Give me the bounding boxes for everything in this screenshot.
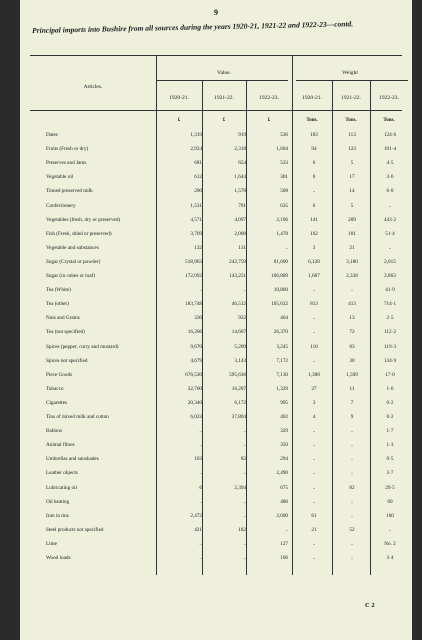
weight-cell: 813 (310, 301, 318, 308)
value-cell: .. (243, 555, 246, 561)
value-cell: 4,679 (190, 357, 202, 364)
article-name: Animal fibres (46, 442, 75, 449)
weight-cell: 3·7 (386, 470, 394, 477)
value-cell: 350 (280, 442, 288, 449)
value-cell: .. (199, 428, 202, 435)
weight-cell: 1·6 (386, 385, 394, 392)
weight-cell: .. (312, 357, 316, 364)
table-row (20, 146, 412, 158)
value-cell: 681 (194, 160, 202, 167)
header-bottom-rule (30, 110, 402, 111)
weight-cell: 14 (349, 188, 355, 195)
document-page (20, 0, 412, 640)
value-group-rule (156, 80, 288, 81)
article-name: Sugar (in cubes or loaf) (46, 273, 95, 279)
value-cell: 183,748 (185, 301, 202, 308)
value-cell: 635 (280, 202, 288, 209)
value-cell: .. (243, 428, 246, 435)
value-cell: .. (199, 442, 202, 449)
value-cell: 2,472 (190, 512, 202, 519)
weight-cell: 101 (348, 230, 356, 237)
value-cell: 5,209 (234, 343, 246, 350)
weight-cell: .. (350, 512, 354, 519)
weight-cell: 52 (349, 526, 355, 533)
weight-cell: 3 (312, 399, 316, 406)
table-row (20, 555, 412, 567)
article-name: Oil heating (46, 498, 70, 505)
table-row (20, 174, 412, 186)
value-cell: 82 (240, 456, 246, 463)
value-cell: 182 (238, 526, 246, 533)
weight-cell: 30 (349, 357, 355, 364)
table-row (20, 329, 412, 341)
weight-cell: .. (350, 442, 354, 449)
value-cell: 533 (280, 160, 288, 167)
article-name: Umbrellas and sunshades (46, 456, 99, 463)
table-row (20, 259, 412, 271)
weight-cell: .. (350, 498, 354, 505)
value-cell: .. (243, 540, 246, 547)
value-year-header: 1920-21. (169, 95, 189, 101)
article-name: Vegetable and substances (46, 244, 99, 251)
value-cell: 10,860 (273, 287, 288, 294)
weight-cell: 72 (349, 329, 355, 336)
value-cell: 518,963 (185, 258, 202, 265)
weight-cell: 60 (387, 498, 393, 505)
value-cell: 922 (238, 315, 246, 322)
weight-cell: 41·9 (385, 287, 395, 294)
table-row (20, 400, 412, 412)
weight-cell: .. (312, 188, 316, 195)
value-cell: 6,023 (190, 414, 202, 420)
weight-group-rule (296, 80, 408, 81)
value-cell: 131 (238, 244, 246, 251)
weight-cell: 82 (349, 484, 355, 491)
value-cell: .. (243, 442, 246, 449)
value-cell: 2,394 (234, 484, 246, 491)
table-row (20, 245, 412, 257)
weight-cell: 13 (349, 315, 355, 322)
article-name: Tins of mixed milk and cotton (46, 414, 109, 420)
weight-cell: 4 (312, 414, 316, 420)
signature-mark: C 2 (365, 602, 375, 609)
table-row (20, 273, 412, 285)
weight-cell: 51·4 (385, 230, 395, 237)
weight-cell: 17 (349, 174, 355, 181)
article-name: Sugar (Crystal or powder) (46, 258, 101, 265)
value-cell: 919 (238, 132, 246, 138)
article-name: Vegetables (fresh, dry or preserved) (46, 216, 121, 223)
article-name: Vegetable oil (46, 174, 74, 181)
weight-cell: .. (312, 287, 316, 294)
value-header: Value. (217, 70, 231, 76)
table-row (20, 485, 412, 497)
weight-cell: 5 (350, 160, 354, 167)
unit-label: Tons. (345, 118, 357, 123)
article-name: Ballons (46, 428, 62, 435)
value-cell: 14,667 (231, 329, 246, 336)
weight-cell: 1·3 (386, 442, 394, 449)
weight-cell: 0·2 (386, 399, 394, 406)
value-cell: 4,571 (190, 216, 202, 223)
value-cell: 595,636 (229, 371, 246, 378)
table-row (20, 217, 412, 229)
value-cell: 106 (280, 555, 288, 561)
weight-cell: 11 (349, 385, 355, 392)
value-cell: 6 (199, 484, 202, 491)
article-name: Iron in tins (46, 512, 69, 519)
weight-cell: 3·4 (386, 555, 394, 561)
table-row (20, 301, 412, 313)
weight-cell: 9 (350, 414, 354, 420)
table-row (20, 470, 412, 482)
article-name: Spices (pepper, curry and mustard) (46, 343, 119, 350)
value-cell: 200 (194, 188, 202, 195)
value-cell: 106,809 (271, 273, 288, 279)
value-cell: .. (285, 526, 288, 533)
table-row (20, 499, 412, 511)
weight-cell: 123 (348, 146, 356, 153)
value-cell: 16,207 (231, 385, 246, 392)
value-cell: 2,106 (276, 216, 288, 223)
article-name: Tea (other) (46, 301, 69, 308)
value-cell: .. (199, 287, 202, 294)
table-row (20, 372, 412, 384)
table-row (20, 203, 412, 215)
weight-cell: 3,180 (346, 258, 358, 265)
weight-cell: 21 (311, 526, 317, 533)
article-name: Confectionery (46, 202, 76, 209)
weight-year-header: 1922-23. (379, 95, 399, 101)
value-cell: 3,769 (190, 230, 202, 237)
weight-cell: .. (350, 428, 354, 435)
weight-cell: 27 (311, 385, 317, 392)
table-row (20, 132, 412, 144)
weight-cell: 5 (350, 202, 354, 209)
value-cell: 1,578 (234, 188, 246, 195)
weight-cell: 2·5 (386, 315, 394, 322)
table-row (20, 541, 412, 553)
weight-cell: .. (388, 202, 392, 209)
weight-cell: 61 (311, 512, 317, 519)
article-name: Tea (not specified) (46, 329, 85, 336)
unit-label: £ (222, 118, 226, 123)
weight-cell: .. (388, 526, 392, 533)
weight-cell: 443·2 (383, 216, 397, 223)
weight-cell: .. (312, 470, 316, 477)
article-name: Lubricating oil (46, 484, 77, 491)
value-cell: 37,804 (231, 414, 246, 420)
weight-cell: .. (350, 540, 354, 547)
weight-cell: 94 (311, 146, 317, 153)
value-cell: 2,000 (234, 230, 246, 237)
weight-cell: 101·4 (383, 146, 397, 153)
value-cell: 7,172 (276, 357, 288, 364)
value-cell: 1,319 (190, 132, 202, 138)
unit-label: Tons. (306, 118, 318, 123)
weight-cell: 103 (310, 132, 318, 138)
weight-cell: 209 (348, 216, 356, 223)
weight-cell: .. (312, 498, 316, 505)
weight-cell: 0·5 (386, 456, 394, 463)
article-name: Piece Goods (46, 371, 73, 378)
value-cell: 2,490 (276, 470, 288, 477)
article-name: Fish (Fresh, dried or preserved) (46, 230, 112, 237)
value-cell: .. (243, 470, 246, 477)
value-cell: 301 (280, 174, 288, 181)
table-row (20, 358, 412, 370)
value-cell: 3,245 (276, 343, 288, 350)
weight-cell: .. (312, 456, 316, 463)
articles-header: Articles. (83, 84, 103, 90)
weight-cell: 21 (349, 244, 355, 251)
unit-label: Tons. (383, 118, 395, 123)
weight-cell: 6 (312, 174, 316, 181)
unit-label: £ (177, 118, 181, 123)
value-cell: 330 (194, 315, 202, 322)
value-cell: 676,530 (185, 371, 202, 378)
value-cell: 3,143 (234, 357, 246, 364)
article-name: Nuts and Grains (46, 315, 80, 322)
value-cell: .. (243, 287, 246, 294)
weight-cell: 7 (350, 399, 354, 406)
article-name: Steel products not specified (46, 526, 104, 533)
table-row (20, 160, 412, 172)
weight-year-header: 1920-21. (302, 95, 322, 101)
value-cell: 2,924 (190, 146, 202, 153)
weight-cell: 2,863 (384, 273, 396, 279)
table-row (20, 527, 412, 539)
value-cell: .. (199, 470, 202, 477)
article-name: Dates (46, 132, 58, 138)
weight-cell: .. (388, 244, 392, 251)
weight-cell: 141 (310, 216, 318, 223)
value-cell: 16,266 (187, 329, 202, 336)
value-cell: 172,092 (185, 273, 202, 279)
weight-cell: .. (312, 555, 316, 561)
table-row (20, 231, 412, 243)
weight-cell: 1·7 (386, 428, 394, 435)
weight-cell: 116 (310, 343, 318, 350)
value-cell: 464 (280, 315, 288, 322)
weight-cell: 134·9 (383, 357, 397, 364)
weight-cell: 6·0 (386, 188, 394, 195)
value-cell: 105,632 (271, 301, 288, 308)
table-row (20, 414, 412, 426)
weight-cell: 119·3 (384, 343, 396, 350)
article-name: Preserves and Jams (46, 160, 87, 167)
weight-cell: 2,338 (346, 273, 358, 279)
weight-cell: .. (312, 329, 316, 336)
value-cell: 7,130 (276, 371, 288, 378)
weight-cell: .. (350, 555, 354, 561)
weight-cell: .. (350, 287, 354, 294)
value-cell: 675 (280, 484, 288, 491)
weight-cell: 3·6 (386, 174, 394, 181)
value-cell: .. (243, 498, 246, 505)
weight-cell: 413 (348, 301, 356, 308)
weight-cell: 124·6 (383, 132, 397, 138)
weight-cell: .. (350, 456, 354, 463)
article-name: Spices not specified (46, 357, 88, 364)
table-row (20, 513, 412, 525)
article-name: Lime (46, 540, 57, 547)
article-name: Cigarettes (46, 399, 68, 406)
value-cell: 329 (280, 428, 288, 435)
weight-cell: .. (312, 428, 316, 435)
value-cell: 132 (194, 244, 202, 251)
value-cell: 20,340 (187, 399, 202, 406)
value-cell: 127 (280, 540, 288, 547)
value-cell: 32,760 (187, 385, 202, 392)
value-cell: 612 (194, 174, 202, 181)
value-cell: 2,318 (234, 146, 246, 153)
weight-cell: 6,128 (308, 258, 320, 265)
value-cell: 654 (238, 160, 246, 167)
table-row (20, 442, 412, 454)
weight-cell: 113 (348, 132, 356, 138)
weight-cell: .. (312, 540, 316, 547)
value-cell: 9,670 (190, 343, 202, 350)
weight-cell: 29·5 (385, 484, 395, 491)
value-cell: .. (199, 540, 202, 547)
article-name: Tinned preserved milk (46, 188, 93, 195)
weight-header: Weight (342, 70, 358, 76)
value-cell: .. (243, 512, 246, 519)
weight-cell: No. 2 (384, 540, 396, 547)
value-cell: 508 (280, 188, 288, 195)
value-cell: 995 (280, 399, 288, 406)
value-cell: 1,329 (276, 385, 288, 392)
weight-cell: 714·1 (383, 301, 397, 308)
table-row (20, 344, 412, 356)
article-name: Wood loads (46, 555, 71, 561)
weight-cell: 160 (386, 512, 394, 519)
weight-year-header: 1921-22. (341, 95, 361, 101)
table-row (20, 188, 412, 200)
weight-cell: .. (312, 484, 316, 491)
value-cell: 81,600 (273, 258, 288, 265)
value-cell: .. (285, 244, 288, 251)
article-name: Fruits (Fresh or dry) (46, 146, 89, 153)
value-cell: 163 (194, 456, 202, 463)
value-cell: 1,644 (234, 174, 246, 181)
value-cell: 143,251 (229, 273, 246, 279)
weight-cell: .. (350, 470, 354, 477)
weight-cell: .. (312, 315, 316, 322)
value-cell: 1,531 (190, 202, 202, 209)
weight-cell: 162 (310, 230, 318, 237)
value-cell: 46,512 (231, 301, 246, 308)
weight-cell: 112·2 (384, 329, 396, 336)
value-cell: 402 (280, 414, 288, 420)
value-cell: 1,478 (276, 230, 288, 237)
value-cell: 701 (238, 202, 246, 209)
value-cell: 2,600 (276, 512, 288, 519)
unit-label: £ (267, 118, 271, 123)
weight-cell: 3 (312, 244, 316, 251)
value-cell: 536 (280, 132, 288, 138)
value-cell: 294 (280, 456, 288, 463)
weight-cell: 17·0 (385, 371, 395, 378)
weight-cell: 4·5 (386, 160, 394, 167)
weight-cell: 1,388 (308, 371, 320, 378)
table-row (20, 428, 412, 440)
article-name: Tobacco (46, 385, 64, 392)
weight-cell: 1,509 (346, 371, 358, 378)
table-row (20, 315, 412, 327)
article-name: Tea (White) (46, 287, 71, 294)
table-title: Principal imports into Bushire from all sources during the years 1920-21, 1921-22 and 1922-23—contd. (32, 19, 354, 35)
value-cell: 6,172 (234, 399, 246, 406)
table-row (20, 386, 412, 398)
article-name: Leather objects (46, 470, 78, 477)
page-number: 9 (214, 8, 218, 17)
value-cell: 1,604 (276, 146, 288, 153)
weight-cell: .. (312, 442, 316, 449)
weight-cell: 6 (312, 202, 316, 209)
value-year-header: 1921-22. (214, 95, 234, 101)
value-cell: 242,759 (229, 258, 246, 265)
table-top-rule (30, 55, 402, 56)
value-cell: .. (199, 498, 202, 505)
value-cell: .. (199, 555, 202, 561)
value-cell: 421 (194, 526, 202, 533)
value-cell: 26,370 (273, 329, 288, 336)
weight-cell: 1,687 (308, 273, 320, 279)
weight-cell: 0·2 (386, 414, 394, 420)
weight-cell: 2,015 (384, 258, 396, 265)
value-year-header: 1922-23. (259, 95, 279, 101)
value-cell: 4,097 (234, 216, 246, 223)
weight-cell: 83 (349, 343, 355, 350)
table-row (20, 456, 412, 468)
value-cell: 480 (280, 498, 288, 505)
table-row (20, 287, 412, 299)
weight-cell: 6 (312, 160, 316, 167)
